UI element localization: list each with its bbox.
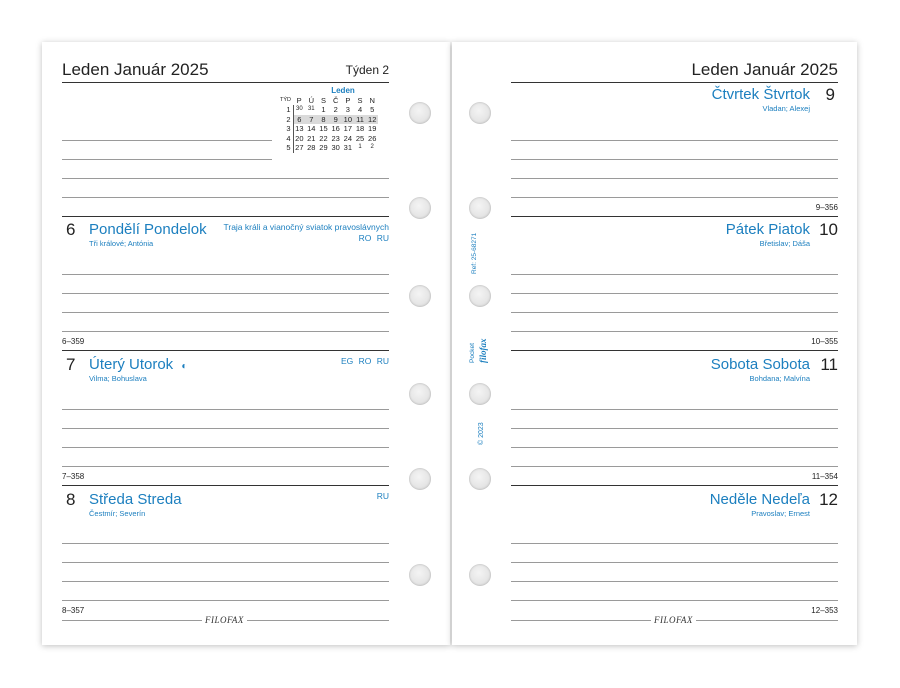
- day-of-year-count: 11–354: [811, 472, 838, 481]
- day-divider: [511, 485, 838, 486]
- week-number: 5: [279, 143, 293, 153]
- writing-line: [511, 197, 838, 198]
- calendar-day: 4: [357, 105, 363, 114]
- day-of-year-count: 6–359: [62, 337, 85, 346]
- week-number: 3: [279, 124, 293, 134]
- calendar-week-row: [279, 105, 378, 115]
- writing-line: [511, 293, 838, 294]
- name-days: Tři králové; Antónia: [89, 239, 154, 248]
- day-name: Neděle Nedeľa: [709, 491, 810, 508]
- calendar-day: 11: [354, 115, 366, 125]
- calendar-day: 12: [368, 114, 377, 124]
- calendar-week-row: [279, 143, 378, 153]
- day-of-year-count: 9–356: [815, 203, 838, 212]
- day-number: 8: [66, 490, 76, 509]
- weekday-header: S: [357, 95, 363, 105]
- writing-line: [511, 140, 838, 141]
- calendar-day: 19: [368, 124, 377, 134]
- writing-line: [511, 600, 838, 601]
- writing-line: [62, 409, 389, 410]
- name-days: Vladan; Alexej: [762, 104, 810, 113]
- day-of-year-count: 7–358: [62, 472, 85, 481]
- punch-hole: [409, 468, 431, 490]
- week-number-header: TÝD: [280, 97, 291, 103]
- writing-line: [62, 581, 389, 582]
- pocket-label: Pocket: [469, 343, 476, 363]
- day-of-year-count: 10–355: [811, 337, 838, 346]
- calendar-day: 21: [307, 133, 316, 143]
- day-name: Sobota Sobota: [710, 356, 810, 373]
- footer-rule: [511, 620, 651, 621]
- calendar-day: 6: [293, 115, 305, 125]
- header-rule: [511, 82, 838, 83]
- mini-calendar-grid: [279, 95, 378, 153]
- week-number: 1: [279, 105, 293, 115]
- day-divider: [62, 485, 389, 486]
- writing-line: [511, 312, 838, 313]
- punch-hole: [469, 285, 491, 307]
- copyright-label: © 2023: [478, 422, 485, 445]
- writing-line: [62, 197, 389, 198]
- country-codes: EG RO RU: [340, 356, 389, 366]
- writing-line: [62, 178, 389, 179]
- holiday-label: Traja králi a vianočný sviatok pravoslávnych: [223, 222, 389, 232]
- moon-phase-icon: ◐: [181, 361, 188, 372]
- weekday-header: Č: [332, 95, 339, 105]
- writing-line: [62, 447, 389, 448]
- day-divider: [511, 216, 838, 217]
- writing-line: [511, 178, 838, 179]
- writing-line: [511, 331, 838, 332]
- calendar-day: 23: [331, 133, 340, 143]
- day-of-year-count: 8–357: [62, 606, 85, 615]
- punch-hole: [409, 197, 431, 219]
- day-name: [89, 356, 187, 373]
- calendar-day: 1: [358, 144, 362, 151]
- writing-line: [511, 274, 838, 275]
- left-page-title: Leden Január 2025: [62, 60, 209, 79]
- footer-rule: [62, 620, 202, 621]
- mini-calendar-title: Leden: [331, 86, 355, 95]
- calendar-day: 8: [317, 115, 329, 125]
- day-number: 6: [66, 220, 76, 239]
- writing-line: [511, 466, 838, 467]
- writing-line: [62, 140, 272, 141]
- calendar-day: 30: [331, 143, 340, 153]
- day-of-year-count: 12–353: [811, 606, 838, 615]
- country-codes: RO RU: [358, 233, 389, 243]
- writing-line: [511, 562, 838, 563]
- punch-hole: [469, 102, 491, 124]
- day-number: 10: [819, 220, 838, 239]
- day-divider: [62, 350, 389, 351]
- calendar-day: 31: [307, 106, 315, 112]
- header-rule: [62, 82, 389, 83]
- weekday-header: P: [345, 95, 351, 105]
- writing-line: [62, 466, 389, 467]
- writing-line: [511, 543, 838, 544]
- punch-hole: [409, 564, 431, 586]
- writing-line: [511, 159, 838, 160]
- day-name: Středa Streda: [89, 491, 182, 508]
- punch-hole: [409, 102, 431, 124]
- writing-line: [511, 409, 838, 410]
- calendar-day: 9: [330, 115, 342, 125]
- calendar-day: 30: [296, 106, 303, 112]
- weekday-header: Ú: [308, 95, 314, 105]
- writing-line: [62, 600, 389, 601]
- calendar-day: 1: [321, 105, 326, 114]
- calendar-day: 10: [343, 114, 353, 124]
- name-days: Bohdana; Malvína: [749, 374, 810, 383]
- punch-hole: [409, 383, 431, 405]
- day-divider: [62, 216, 389, 217]
- calendar-day: 29: [319, 143, 328, 153]
- name-days: Břetislav; Dáša: [759, 239, 810, 248]
- footer-rule: [696, 620, 838, 621]
- calendar-day: 3: [345, 105, 350, 114]
- calendar-day: 17: [343, 124, 353, 134]
- day-number: 12: [819, 490, 838, 509]
- footer-rule: [247, 620, 389, 621]
- writing-line: [62, 543, 389, 544]
- week-number: 2: [279, 115, 293, 125]
- day-divider: [511, 350, 838, 351]
- calendar-week-row: [279, 124, 378, 134]
- punch-hole: [409, 285, 431, 307]
- name-days: Pravoslav; Ernest: [751, 509, 810, 518]
- day-number: 11: [820, 355, 838, 374]
- filofax-logo: FILOFAX: [205, 615, 244, 625]
- calendar-day: 31: [343, 143, 353, 153]
- calendar-day: 2: [370, 144, 374, 151]
- reference-number: [470, 233, 479, 274]
- writing-line: [62, 293, 389, 294]
- calendar-day: 28: [307, 143, 316, 153]
- calendar-day: 2: [333, 105, 338, 114]
- ref-text: Ref: 25-68271: [471, 232, 478, 274]
- calendar-day: 22: [319, 133, 328, 143]
- day-name-text: Úterý Utorok: [89, 356, 174, 373]
- day-name: Pátek Piatok: [725, 221, 810, 238]
- punch-hole: [469, 197, 491, 219]
- calendar-day: 27: [295, 143, 304, 153]
- punch-hole: [469, 383, 491, 405]
- calendar-day: 26: [368, 133, 377, 143]
- calendar-day: 15: [319, 124, 328, 134]
- week-label: Týden 2: [345, 63, 389, 77]
- day-number: 7: [66, 355, 76, 374]
- day-name: Pondělí Pondelok: [89, 221, 207, 238]
- writing-line: [511, 581, 838, 582]
- name-days: Čestmír; Severín: [89, 509, 146, 518]
- calendar-day: 20: [295, 133, 304, 143]
- calendar-day: 14: [307, 124, 316, 134]
- calendar-day: 5: [370, 105, 375, 114]
- right-page-title: Leden Január 2025: [691, 60, 838, 79]
- filofax-logo: FILOFAX: [654, 615, 693, 625]
- punch-hole: [469, 468, 491, 490]
- day-number: 9: [825, 85, 835, 104]
- filofax-spine-logo: filofax: [478, 338, 488, 363]
- writing-line: [511, 428, 838, 429]
- punch-hole: [469, 564, 491, 586]
- writing-line: [62, 331, 389, 332]
- right-diary-page: [452, 42, 857, 645]
- weekday-header: N: [369, 95, 375, 105]
- calendar-week-row: [279, 115, 378, 125]
- name-days: Vilma; Bohuslava: [89, 374, 147, 383]
- calendar-day: 24: [343, 133, 353, 143]
- weekday-header: S: [320, 95, 326, 105]
- weekday-header: P: [296, 95, 302, 105]
- writing-line: [62, 274, 389, 275]
- day-name: Čtvrtek Štvrtok: [711, 86, 810, 103]
- mini-calendar: [279, 86, 391, 153]
- writing-line: [62, 428, 389, 429]
- writing-line: [62, 159, 272, 160]
- calendar-day: 13: [295, 124, 304, 134]
- week-number: 4: [279, 134, 293, 144]
- calendar-day: 18: [355, 124, 365, 134]
- writing-line: [62, 312, 389, 313]
- calendar-week-row: [279, 134, 378, 144]
- calendar-day: 7: [305, 115, 317, 125]
- calendar-day: 25: [355, 133, 365, 143]
- writing-line: [62, 562, 389, 563]
- writing-line: [511, 447, 838, 448]
- calendar-day: 16: [331, 124, 340, 134]
- left-diary-page: [42, 42, 450, 645]
- country-codes: RU: [376, 491, 389, 501]
